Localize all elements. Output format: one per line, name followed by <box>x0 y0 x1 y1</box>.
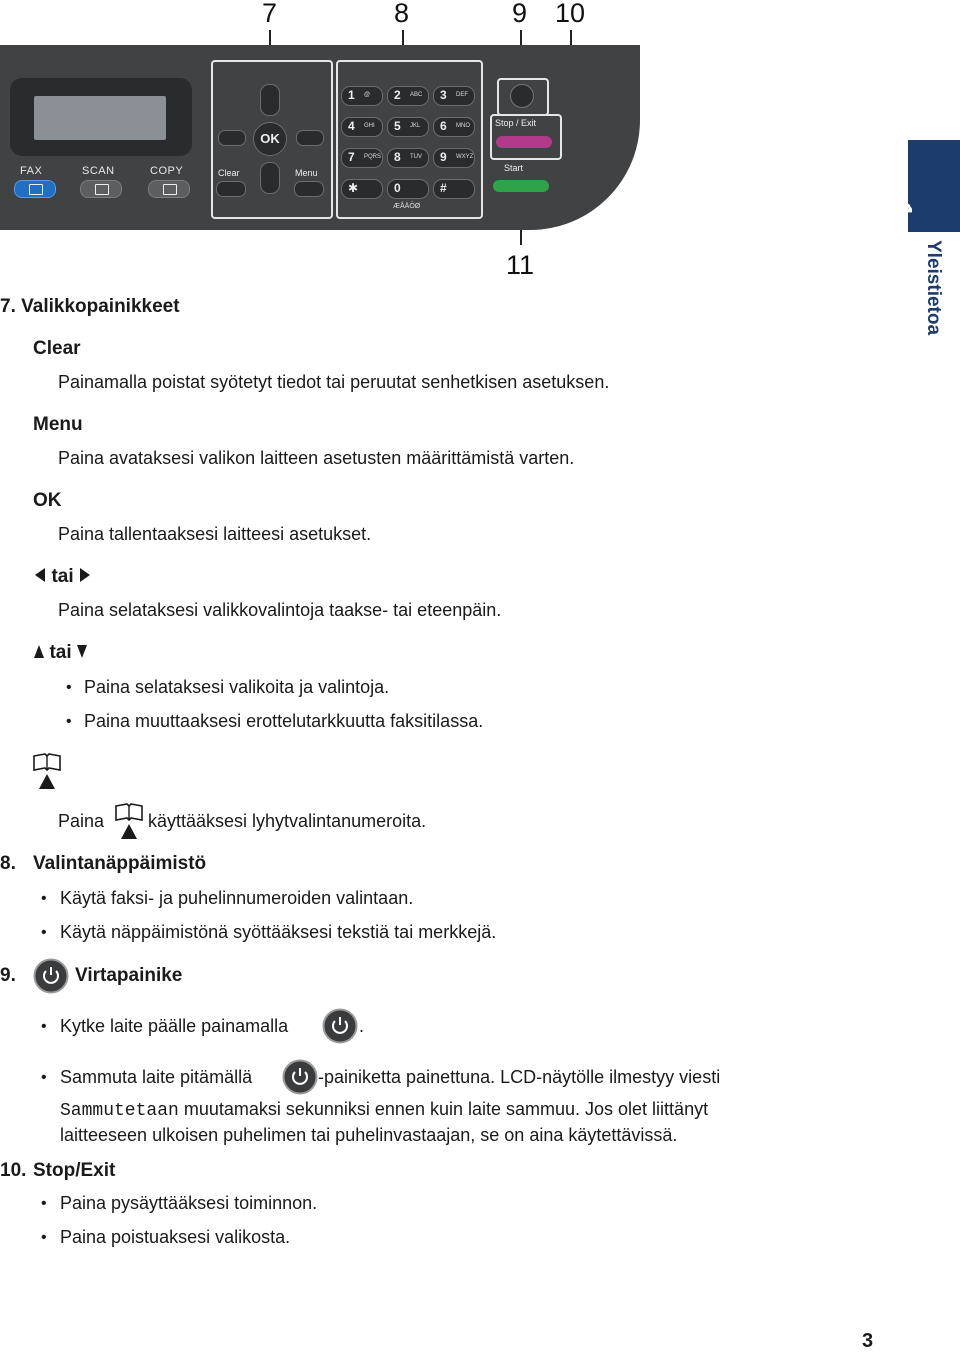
dial-key-number: 6 <box>440 119 447 133</box>
stop-bullet-2: Paina poistuaksesi valikosta. <box>60 1227 291 1247</box>
left-arrow-icon <box>33 566 47 584</box>
page-number: 3 <box>862 1330 874 1352</box>
section-9-number: 9. <box>0 965 16 986</box>
callout-9: 9 <box>512 0 528 28</box>
up-down-heading <box>33 642 88 664</box>
address-book-up-icon <box>114 802 144 842</box>
keypad-caption: ÆÅÄÖØ <box>393 203 421 210</box>
dialpad-bullet-2: Käytä näppäimistönä syöttääksesi tekstiä tai merkkejä. <box>60 922 497 942</box>
stop-bullet-1: Paina pysäyttääksesi toiminnon. <box>60 1193 318 1213</box>
left-button[interactable] <box>218 130 246 146</box>
copy-label: COPY <box>150 165 184 177</box>
power-bullet-1: Kytke laite päälle painamalla <box>60 1016 289 1036</box>
bullet-dot: • <box>41 1018 47 1035</box>
copy-icon <box>163 184 177 195</box>
callout-8: 8 <box>394 0 410 28</box>
lcd-screen <box>34 96 166 140</box>
dial-key-letters: GHI <box>364 123 375 129</box>
book-paina: Paina <box>58 811 105 831</box>
dial-key-letters: JKL <box>410 123 421 129</box>
left-right-description: Paina selataksesi valikkovalintoja taakse- tai eteenpäin. <box>58 600 502 620</box>
power-icon <box>322 1008 358 1044</box>
dial-key-letters: ABC <box>410 92 423 98</box>
callout-11: 11 <box>506 250 535 280</box>
power-bullet-2-pre: Sammuta laite pitämällä <box>60 1067 253 1087</box>
fax-button[interactable] <box>14 180 56 198</box>
section-8-number: 8. <box>0 853 16 874</box>
copy-button[interactable] <box>148 180 190 198</box>
section-10-number: 10. <box>0 1160 27 1181</box>
stop-exit-button[interactable] <box>496 136 552 148</box>
dial-key[interactable] <box>387 179 429 199</box>
power-bullet-2-post: -painiketta painettuna. LCD-näytölle ilmestyy viesti <box>318 1067 721 1087</box>
power-bullet-2-line2-text: muutamaksi sekunniksi ennen kuin laite sammuu. Jos olet liittänyt <box>178 1099 709 1119</box>
stop-exit-label: Stop / Exit <box>495 118 537 128</box>
scan-label: SCAN <box>82 165 115 177</box>
address-book-up-icon <box>32 752 62 792</box>
dial-key-number: 8 <box>394 150 401 164</box>
dial-key-number: # <box>440 181 447 195</box>
up-arrow-icon <box>33 642 45 660</box>
lcd-message: Sammutetaan <box>60 1101 179 1121</box>
section-9-heading: Virtapainike <box>75 965 183 986</box>
bullet-dot: • <box>41 1229 47 1246</box>
power-icon <box>282 1059 318 1095</box>
dial-key-number: 1 <box>348 88 355 102</box>
bullet-dot: • <box>41 890 47 907</box>
bullet-dot: • <box>41 1195 47 1212</box>
section-7-heading: 7. Valikkopainikkeet <box>0 296 180 317</box>
section-10-heading: Stop/Exit <box>33 1160 116 1181</box>
power-button[interactable] <box>510 84 534 108</box>
book-description: käyttääksesi lyhytvalintanumeroita. <box>148 811 427 831</box>
up-down-bullet-1: Paina selataksesi valikoita ja valintoja. <box>84 677 390 697</box>
dial-key-letters: TUV <box>410 154 422 160</box>
dial-key[interactable] <box>433 86 475 106</box>
bullet-dot: • <box>66 713 72 730</box>
dial-key-letters: MNO <box>456 123 470 129</box>
ok-button[interactable]: OK <box>253 122 287 156</box>
up-down-tai: tai <box>49 642 72 663</box>
down-arrow-icon <box>76 642 88 660</box>
menu-button[interactable] <box>294 181 324 197</box>
dial-key[interactable] <box>341 148 383 168</box>
right-arrow-icon <box>78 566 92 584</box>
dial-key-number: 4 <box>348 119 355 133</box>
left-right-heading <box>33 566 92 588</box>
power-icon <box>33 958 69 994</box>
bullet-dot: • <box>41 924 47 941</box>
fax-icon <box>29 184 43 195</box>
dial-key-number: 0 <box>394 181 401 195</box>
ok-description: Paina tallentaaksesi laitteesi asetukset. <box>58 524 372 544</box>
scan-icon <box>95 184 109 195</box>
menu-heading: Menu <box>33 414 83 435</box>
callout-7: 7 <box>262 0 278 28</box>
dial-key[interactable] <box>433 117 475 137</box>
dial-key-number: ✱ <box>348 181 359 195</box>
ok-heading: OK <box>33 490 62 511</box>
dial-key-letters: PQRS <box>364 154 382 160</box>
dial-key-number: 9 <box>440 150 447 164</box>
dial-key-letters: WXYZ <box>456 154 474 160</box>
dial-key[interactable] <box>387 86 429 106</box>
clear-description: Painamalla poistat syötetyt tiedot tai peruutat senhetkisen asetuksen. <box>58 372 610 392</box>
start-button[interactable] <box>493 180 549 192</box>
clear-button[interactable] <box>216 181 246 197</box>
dial-key[interactable] <box>341 179 383 199</box>
dial-key[interactable] <box>387 148 429 168</box>
start-label: Start <box>504 163 524 173</box>
clear-label: Clear <box>218 168 240 178</box>
bullet-dot: • <box>41 1069 47 1086</box>
section-8-heading: Valintanäppäimistö <box>33 853 207 874</box>
dial-key-number: 7 <box>348 150 355 164</box>
scan-button[interactable] <box>80 180 122 198</box>
right-button[interactable] <box>296 130 324 146</box>
dial-key-number: 3 <box>440 88 447 102</box>
chapter-title: Yleistietoa <box>923 240 944 336</box>
chapter-tab <box>908 140 960 232</box>
power-bullet-2-line2 <box>60 1099 708 1121</box>
power-bullet-1-end: . <box>359 1016 365 1036</box>
dial-key[interactable] <box>387 117 429 137</box>
dial-key[interactable] <box>341 86 383 106</box>
down-button[interactable] <box>260 162 280 194</box>
chapter-number: 1 <box>887 202 918 218</box>
dial-key[interactable] <box>341 117 383 137</box>
dial-key-number: 2 <box>394 88 401 102</box>
fax-label: FAX <box>20 165 43 177</box>
up-book-button[interactable] <box>260 84 280 116</box>
dial-key-letters: @ <box>364 92 371 98</box>
bullet-dot: • <box>66 679 72 696</box>
callout-10: 10 <box>555 0 586 28</box>
left-right-tai: tai <box>51 566 74 587</box>
dialpad-bullet-1: Käytä faksi- ja puhelinnumeroiden valintaan. <box>60 888 414 908</box>
dial-key[interactable] <box>433 148 475 168</box>
menu-label: Menu <box>295 168 318 178</box>
up-down-bullet-2: Paina muuttaaksesi erottelutarkkuutta faksitilassa. <box>84 711 484 731</box>
dial-key[interactable] <box>433 179 475 199</box>
power-bullet-2-line3: laitteeseen ulkoisen puhelimen tai puhelinvastaajan, se on aina käytettävissä. <box>60 1125 678 1145</box>
clear-heading: Clear <box>33 338 81 359</box>
dial-key-letters: DEF <box>456 92 468 98</box>
dial-key-number: 5 <box>394 119 401 133</box>
menu-description: Paina avataksesi valikon laitteen asetusten määrittämistä varten. <box>58 448 575 468</box>
